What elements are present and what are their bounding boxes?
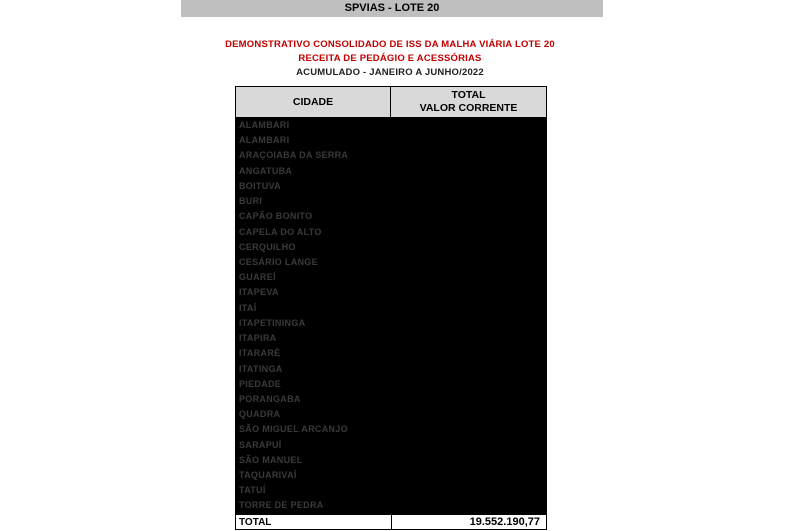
table-row [236,362,546,377]
header-total-line1: TOTAL [451,89,486,101]
lot-header-bar [181,0,603,17]
row-city: SÃO MIGUEL ARCANJO [239,424,348,435]
table-row [236,498,546,513]
row-city: ALAMBARI [239,135,290,146]
row-city: PIEDADE [239,378,282,389]
table-body [236,118,546,514]
row-city: BURI [239,196,263,207]
table-row [236,270,546,285]
row-city: TAQUARIVAÍ [239,470,297,481]
row-city: CAPÃO BONITO [239,211,313,222]
row-city: ITARARÉ [239,348,281,359]
lot-title: SPVIAS - LOTE 20 [344,2,440,14]
table-row [236,377,546,392]
table-row [236,422,546,437]
table-row [236,392,546,407]
row-city: ITAPETININGA [239,317,306,328]
row-city: TORRE DE PEDRA [239,500,324,511]
table-row [236,285,546,300]
row-city: CAPELA DO ALTO [239,226,322,237]
table-row [236,301,546,316]
table-row [236,346,546,361]
table-row [236,407,546,422]
row-city: GUAREÍ [239,272,276,283]
row-city: CESÁRIO LANGE [239,256,318,267]
row-city: SÃO MANUEL [239,454,303,465]
row-city: ALAMBARI [239,120,290,130]
footer-total-value: 19.552.190,77 [469,516,540,528]
report-period: ACUMULADO - JANEIRO A JUNHO/2022 [296,67,484,78]
row-city: BOITUVA [239,180,281,191]
table-header [236,87,546,118]
footer-divider [391,515,392,530]
table-row [236,209,546,224]
table-row [236,148,546,163]
table-row [236,194,546,209]
row-city: ANGATUBA [239,165,293,176]
table-row [236,179,546,194]
row-city: PORANGABA [239,393,301,404]
table-row [236,468,546,483]
table-row [236,133,546,148]
table-row [236,164,546,179]
row-city: TATUÍ [239,485,266,496]
row-city: ITAÍ [239,302,257,313]
table-row [236,240,546,255]
table-footer [236,514,546,529]
header-city: CIDADE [236,87,391,117]
row-city: ITATINGA [239,363,283,374]
row-city: CERQUILHO [239,241,296,252]
header-total-line2: VALOR CORRENTE [419,102,518,114]
table-row [236,118,546,133]
row-city: ARAÇOIABA DA SERRA [239,150,349,161]
iss-table [235,86,547,530]
table-row [236,483,546,498]
table-row [236,225,546,240]
row-city: ITAPIRA [239,333,277,344]
table-row [236,255,546,270]
table-row [236,331,546,346]
table-row [236,438,546,453]
table-row [236,453,546,468]
row-city: QUADRA [239,409,281,420]
report-title: DEMONSTRATIVO CONSOLIDADO DE ISS DA MALHA VIÁRIA LOTE 20 [225,39,555,50]
header-total [391,89,546,115]
table-row [236,316,546,331]
row-city: ITAPEVA [239,287,279,298]
footer-total-label: TOTAL [239,517,272,528]
report-subtitle: RECEITA DE PEDÁGIO E ACESSÓRIAS [298,53,482,64]
row-city: SARAPUÍ [239,439,282,450]
